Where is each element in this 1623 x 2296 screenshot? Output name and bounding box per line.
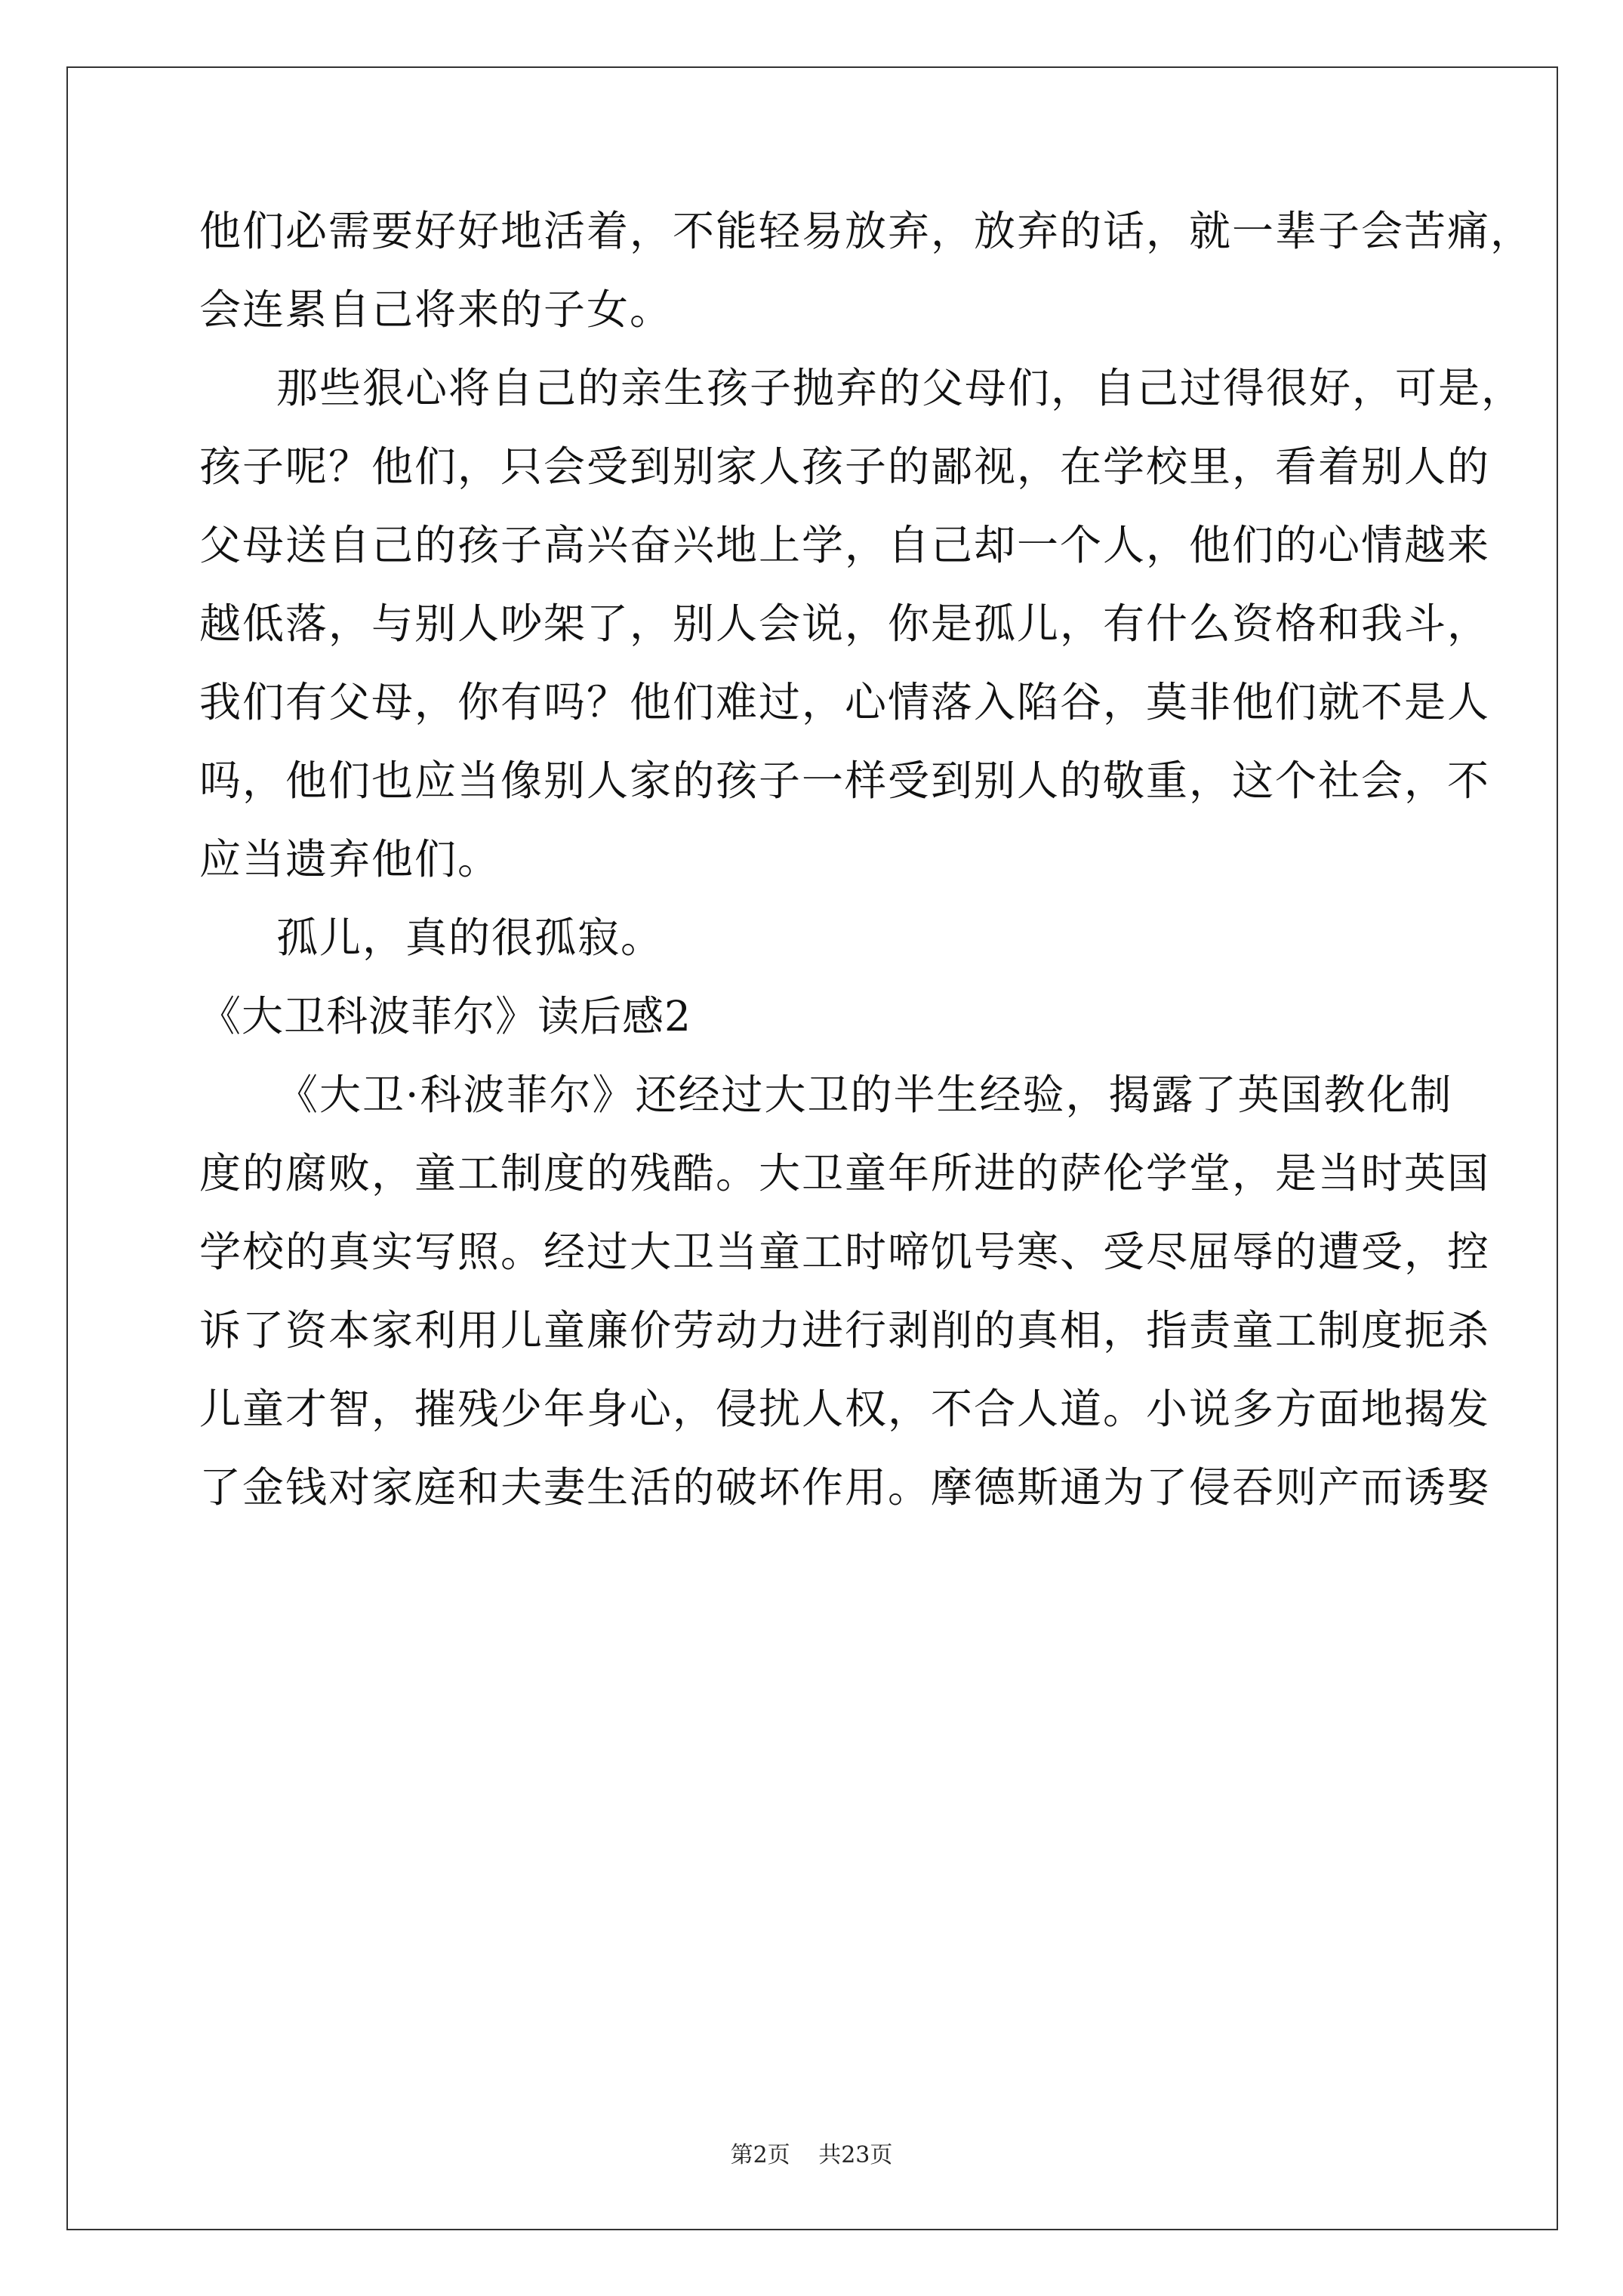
text-line: 吗，他们也应当像别人家的孩子一样受到别人的敬重，这个社会，不 <box>199 757 1491 805</box>
text-line: 父母送自己的孩子高兴奋兴地上学，自己却一个人，他们的心情越来 <box>199 521 1491 569</box>
page-footer <box>0 2140 1623 2171</box>
text-line: 度的腐败，童工制度的残酷。大卫童年所进的萨伦学堂，是当时英国 <box>199 1149 1491 1197</box>
text-line: 儿童才智，摧残少年身心，侵扰人权，不合人道。小说多方面地揭发 <box>199 1385 1491 1433</box>
section-heading: 《大卫科波菲尔》读后感2 <box>199 992 691 1040</box>
page-number: 第2页 <box>730 2142 790 2168</box>
document-body <box>199 204 1534 1539</box>
text-line: 学校的真实写照。经过大卫当童工时啼饥号寒、受尽屈辱的遭受，控 <box>199 1228 1491 1276</box>
text-line: 了金钱对家庭和夫妻生活的破坏作用。摩德斯通为了侵吞则产而诱娶 <box>199 1463 1491 1512</box>
text-line: 他们必需要好好地活着，不能轻易放弃，放弃的话，就一辈子会苦痛， <box>199 207 1534 255</box>
text-line: 会连累自己将来的子女。 <box>199 285 673 334</box>
text-line: 我们有父母，你有吗？他们难过，心情落入陷谷，莫非他们就不是人 <box>199 678 1491 726</box>
paragraph-start: 《大卫·科波菲尔》还经过大卫的半生经验，揭露了英国教化制 <box>276 1071 1453 1119</box>
text-line: 诉了资本家利用儿童廉价劳动力进行剥削的真相，指责童工制度扼杀 <box>199 1306 1491 1354</box>
text-line: 孩子呢？他们，只会受到别家人孩子的鄙视，在学校里，看着别人的 <box>199 442 1491 491</box>
paragraph-start: 那些狠心将自己的亲生孩子抛弃的父母们，自己过得很好，可是， <box>276 364 1525 412</box>
page-total: 共23页 <box>818 2142 893 2168</box>
paragraph-start: 孤儿，真的很孤寂。 <box>276 914 664 962</box>
text-line: 应当遗弃他们。 <box>199 835 501 883</box>
text-line: 越低落，与别人吵架了，别人会说，你是孤儿，有什么资格和我斗， <box>199 599 1491 648</box>
